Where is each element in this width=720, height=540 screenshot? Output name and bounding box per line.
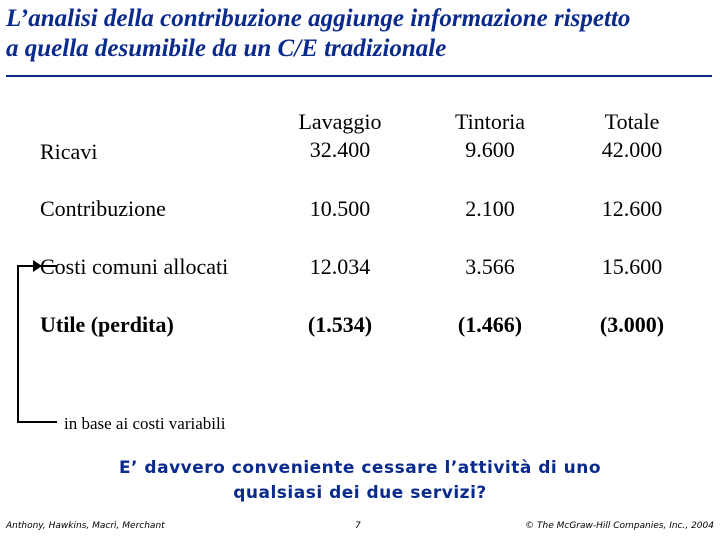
key-question [0, 456, 720, 506]
footer-authors: Anthony, Hawkins, Macrì, Merchant [6, 521, 165, 531]
variable-cost-note: in base ai costi variabili [64, 414, 226, 433]
costi-tintoria: 3.566 [465, 254, 515, 279]
column-header-lavaggio: Lavaggio [298, 109, 382, 134]
title-divider [6, 75, 712, 77]
question-line-1: E’ davvero conveniente cessare l’attività di uno [118, 458, 602, 478]
utile-totale: (3.000) [599, 312, 665, 337]
column-header-totale: Totale [604, 109, 660, 134]
question-line-2: qualsiasi dei due servizi? [233, 483, 487, 503]
ricavi-lavaggio: 32.400 [309, 137, 371, 162]
row-label-ricavi: Ricavi [40, 139, 98, 164]
utile-lavaggio: (1.534) [307, 312, 373, 337]
contribuzione-lavaggio: 10.500 [309, 196, 371, 221]
column-header-tintoria: Tintoria [454, 109, 526, 134]
footer-page-number: 7 [355, 521, 361, 531]
ricavi-tintoria: 9.600 [465, 137, 515, 162]
slide-title [6, 4, 714, 64]
contribuzione-totale: 12.600 [601, 196, 663, 221]
title-line-1: L’analisi della contribuzione aggiunge informazione rispetto [6, 5, 631, 32]
costi-totale: 15.600 [601, 254, 663, 279]
row-label-utile: Utile (perdita) [40, 312, 174, 337]
costi-lavaggio: 12.034 [309, 254, 371, 279]
footer-copyright: © The McGraw-Hill Companies, Inc., 2004 [525, 521, 714, 531]
row-label-contribuzione: Contribuzione [40, 196, 166, 221]
arrow-right-icon [33, 260, 42, 272]
contribuzione-tintoria: 2.100 [465, 196, 515, 221]
ricavi-totale: 42.000 [601, 137, 663, 162]
title-line-2: a quella desumibile da un C/E tradizionale [6, 35, 447, 62]
row-label-costi-comuni: Costi comuni allocati [40, 254, 229, 279]
bracket-connector [17, 265, 57, 423]
utile-tintoria: (1.466) [457, 312, 523, 337]
